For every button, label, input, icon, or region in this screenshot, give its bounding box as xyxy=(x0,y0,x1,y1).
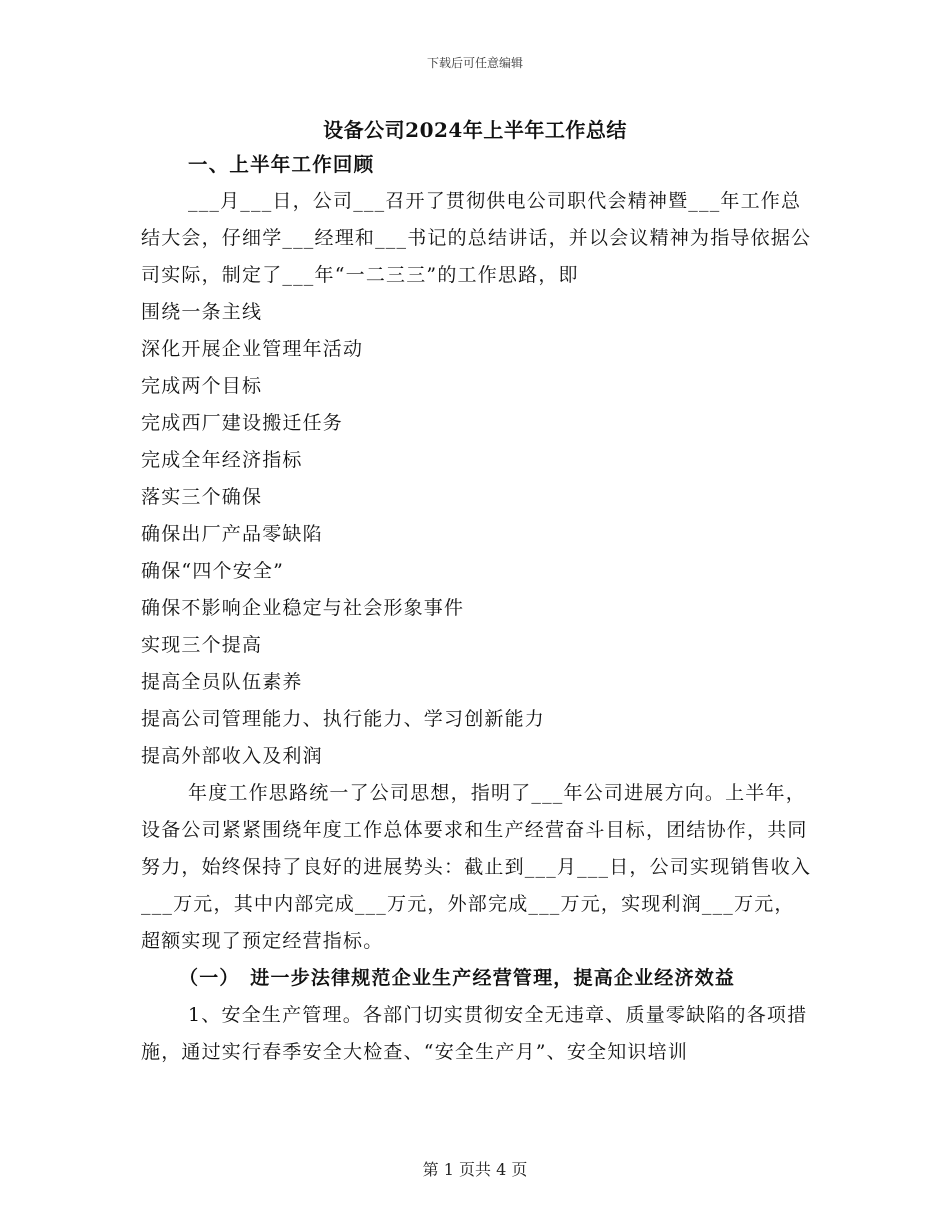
document-body xyxy=(141,146,813,1071)
list-item: 确保“四个安全” xyxy=(141,560,285,582)
document-title: 设备公司2024年上半年工作总结 xyxy=(323,118,627,142)
list-item: 提高公司管理能力、执行能力、学习创新能力 xyxy=(141,708,546,730)
list-item: 提高全员队伍素养 xyxy=(141,671,303,693)
list-item: 提高外部收入及利润 xyxy=(141,745,323,767)
paragraph-intro: ___月___日，公司___召开了贯彻供电公司职代会精神暨___年工作总结大会，仔细学___经理和___书记的总结讲话，并以会议精神为指导依据公司实际，制定了___年“一二三三”的工作思路，即 xyxy=(141,190,812,286)
list-item: 确保出厂产品零缺陷 xyxy=(141,523,323,545)
list-item: 完成两个目标 xyxy=(141,375,263,397)
header-note: 下载后可任意编辑 xyxy=(426,56,523,70)
page-footer: 第 1 页共 4 页 xyxy=(422,1160,528,1179)
paragraph-summary: 年度工作思路统一了公司思想，指明了___年公司进展方向。上半年，设备公司紧紧围绕年度工作总体要求和生产经营奋斗目标，团结协作，共同努力，始终保持了良好的进展势头：截止到___月___日，公司实现销售收入___万元，其中内部完成___万元，外部完成___万元，实现利润___万元，超额实现了预定经营指标。 xyxy=(141,782,812,952)
subsection-heading: （一） 进一步法律规范企业生产经营管理，提高企业经济效益 xyxy=(179,967,736,989)
list-item: 落实三个确保 xyxy=(141,486,263,508)
list-item: 完成全年经济指标 xyxy=(141,449,303,471)
list-item: 完成西厂建设搬迁任务 xyxy=(141,412,344,434)
list-item: 围绕一条主线 xyxy=(141,301,263,323)
paragraph-safety: 1、安全生产管理。各部门切实贯彻安全无违章、质量零缺陷的各项措施，通过实行春季安全大检查、“安全生产月”、安全知识培训 xyxy=(141,1004,808,1063)
list-item: 深化开展企业管理年活动 xyxy=(141,338,364,360)
list-item: 确保不影响企业稳定与社会形象事件 xyxy=(141,597,465,619)
section-heading: 一、上半年工作回顾 xyxy=(188,153,375,176)
list-item: 实现三个提高 xyxy=(141,634,263,656)
